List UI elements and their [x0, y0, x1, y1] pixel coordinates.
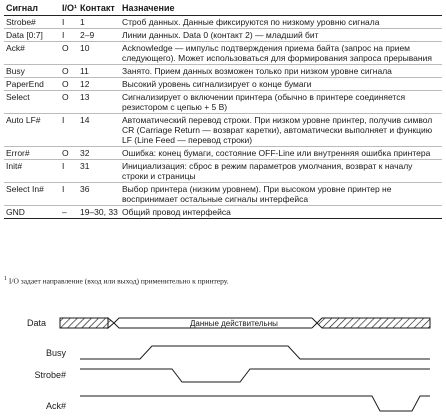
cell-desc: Общий провод интерфейса [120, 206, 442, 219]
table-row [4, 16, 442, 29]
cell-desc: Выбор принтера (низким уровнем). При высоком уровне принтер не воспринимает остальные сигналы интерфейса [120, 183, 442, 206]
cell-desc: Acknowledge — импульс подтверждения приема байта (запрос на прием следующего). Может использоваться для формирования запроса прерывания [120, 42, 442, 65]
header-purpose: Назначение [120, 2, 442, 16]
footnote-mark: 1 [4, 276, 7, 282]
table-row [4, 65, 442, 78]
cell-desc: Высокий уровень сигнализирует о конце бумаги [120, 78, 442, 91]
cell-io: I [60, 183, 78, 206]
ack-signal-label: Ack# [45, 401, 66, 411]
cell-signal: Select In# [4, 183, 60, 206]
busy-waveform [80, 346, 430, 359]
cell-signal: Auto LF# [4, 114, 60, 147]
table-row [4, 91, 442, 114]
header-io: I/O¹ [60, 2, 78, 16]
cell-pin: 31 [78, 160, 120, 183]
cell-pin: 12 [78, 78, 120, 91]
cell-io: O [60, 65, 78, 78]
table-row [4, 29, 442, 42]
cell-pin: 2–9 [78, 29, 120, 42]
data-signal-label: Data [26, 318, 46, 328]
signal-table [4, 2, 442, 219]
cell-pin: 10 [78, 42, 120, 65]
table-row [4, 206, 442, 219]
cell-desc: Сигнализирует о включении принтера (обычно в принтере соединяется резистором с цепью + 5 В) [120, 91, 442, 114]
cell-signal: Init# [4, 160, 60, 183]
cell-pin: 36 [78, 183, 120, 206]
cell-signal: Busy [4, 65, 60, 78]
cell-pin: 13 [78, 91, 120, 114]
strobe-waveform [80, 369, 430, 382]
cell-io: O [60, 42, 78, 65]
cell-pin: 14 [78, 114, 120, 147]
data-transition-right [312, 318, 317, 328]
cell-io: I [60, 29, 78, 42]
cell-io: I [60, 114, 78, 147]
cell-desc: Ошибка: конец бумаги, состояние OFF-Line или внутренняя ошибка принтера [120, 147, 442, 160]
cell-signal: Select [4, 91, 60, 114]
cell-pin: 32 [78, 147, 120, 160]
cell-desc: Автоматический перевод строки. При низком уровне принтер, получив символ CR (Carriage Return — возврат каретки), автоматически выполняет и функцию LF (Line Feed — перевод строки) [120, 114, 442, 147]
table-body [4, 16, 442, 219]
table-row [4, 78, 442, 91]
table-row [4, 160, 442, 183]
data-invalid-before [60, 318, 108, 328]
cell-signal: GND [4, 206, 60, 219]
cell-pin: 19–30, 33 [78, 206, 120, 219]
cell-io: O [60, 78, 78, 91]
cell-desc: Занято. Прием данных возможен только при низком уровне сигнала [120, 65, 442, 78]
timing-diagram [0, 296, 446, 416]
cell-signal: Error# [4, 147, 60, 160]
data-valid-text: Данные действительны [190, 319, 278, 328]
table-header-row [4, 2, 442, 16]
ack-waveform [80, 396, 430, 411]
cell-signal: Data [0:7] [4, 29, 60, 42]
strobe-signal-label: Strobe# [34, 370, 66, 380]
data-invalid-after [317, 318, 430, 328]
cell-io: O [60, 147, 78, 160]
footnote-text: I/O задает направление (вход или выход) применительно к принтеру. [8, 276, 229, 286]
table-row [4, 42, 442, 65]
cell-signal: Ack# [4, 42, 60, 65]
data-transition-left [108, 318, 114, 328]
cell-io: I [60, 160, 78, 183]
cell-pin: 1 [78, 16, 120, 29]
table-row [4, 183, 442, 206]
table-row [4, 147, 442, 160]
header-pin: Контакт [78, 2, 120, 16]
cell-signal: PaperEnd [4, 78, 60, 91]
cell-io: – [60, 206, 78, 219]
cell-desc: Линии данных. Data 0 (контакт 2) — младший бит [120, 29, 442, 42]
cell-desc: Инициализация: сброс в режим параметров умолчания, возврат к началу строки и страницы [120, 160, 442, 183]
footnote [4, 276, 442, 286]
cell-signal: Strobe# [4, 16, 60, 29]
table-row [4, 114, 442, 147]
cell-io: I [60, 16, 78, 29]
cell-desc: Строб данных. Данные фиксируются по низкому уровню сигнала [120, 16, 442, 29]
busy-signal-label: Busy [45, 348, 66, 358]
cell-io: O [60, 91, 78, 114]
cell-pin: 11 [78, 65, 120, 78]
header-signal: Сигнал [4, 2, 60, 16]
